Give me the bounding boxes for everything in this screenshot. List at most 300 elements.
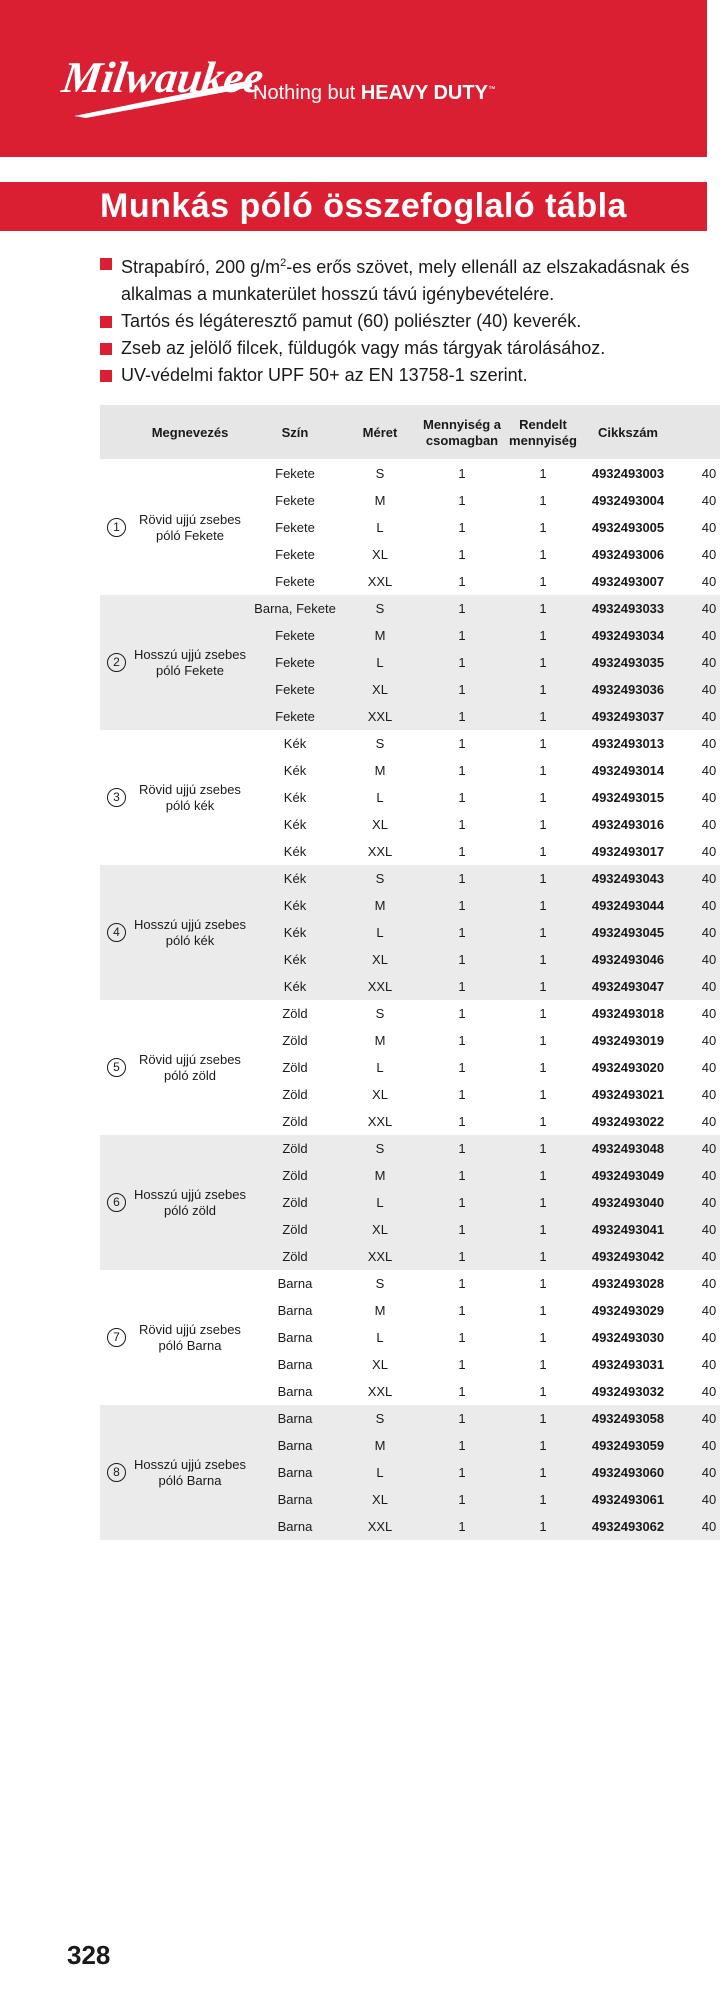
cell-size: M <box>374 628 386 643</box>
cell-code: 4932493046 <box>591 952 665 967</box>
cell-order: 1 <box>539 1357 547 1372</box>
cell-code: 4932493029 <box>591 1303 665 1318</box>
cell-color: Barna <box>277 1276 313 1291</box>
cell-pack: 1 <box>458 682 466 697</box>
table-header <box>100 405 720 460</box>
cell-color: Zöld <box>282 1141 308 1156</box>
cell-pack: 1 <box>458 1411 466 1426</box>
cell-code: 4932493030 <box>591 1330 665 1345</box>
cell-extra: 40 <box>701 1222 717 1237</box>
table-row <box>100 1216 720 1243</box>
feature-item <box>100 308 720 335</box>
cell-code: 4932493021 <box>591 1087 665 1102</box>
cell-pack: 1 <box>458 1033 466 1048</box>
feature-text-continued: alkalmas a munkaterület hosszú távú igénybevételére. <box>121 284 555 304</box>
header-name: Megnevezés <box>151 424 229 440</box>
cell-size: S <box>375 736 385 751</box>
cell-extra: 40 <box>701 1141 717 1156</box>
cell-extra: 40 <box>701 466 717 481</box>
cell-size: M <box>374 1168 386 1183</box>
cell-pack: 1 <box>458 1330 466 1345</box>
cell-extra: 40 <box>701 1060 717 1075</box>
feature-item <box>100 250 720 308</box>
table-row <box>100 973 720 1000</box>
cell-extra: 40 <box>701 898 717 913</box>
product-name: Hosszú ujjú zsebes póló Fekete <box>134 647 246 678</box>
product-group <box>100 1000 720 1135</box>
cell-code: 4932493028 <box>591 1276 665 1291</box>
cell-order: 1 <box>539 844 547 859</box>
page-title: Munkás póló összefoglaló tábla <box>100 187 627 225</box>
cell-pack: 1 <box>458 844 466 859</box>
cell-size: M <box>374 1303 386 1318</box>
table-row <box>100 1243 720 1270</box>
cell-order: 1 <box>539 574 547 589</box>
cell-order: 1 <box>539 952 547 967</box>
cell-pack: 1 <box>458 1195 466 1210</box>
cell-code: 4932493045 <box>591 925 665 940</box>
cell-order: 1 <box>539 601 547 616</box>
cell-color: Fekete <box>275 655 315 670</box>
cell-code: 4932493043 <box>591 871 665 886</box>
cell-extra: 40 <box>701 493 717 508</box>
cell-pack: 1 <box>458 1303 466 1318</box>
cell-color: Barna, Fekete <box>254 601 336 616</box>
cell-code: 4932493044 <box>591 898 665 913</box>
table-row <box>100 865 720 892</box>
product-name: Rövid ujjú zsebes póló Fekete <box>139 512 241 543</box>
title-bar <box>0 182 707 231</box>
cell-pack: 1 <box>458 709 466 724</box>
cell-code: 4932493035 <box>591 655 665 670</box>
cell-extra: 40 <box>701 1087 717 1102</box>
cell-size: XL <box>372 1222 388 1237</box>
table-row <box>100 1324 720 1351</box>
cell-order: 1 <box>539 1303 547 1318</box>
header-pack-qty: Mennyiség a csomagban <box>422 416 502 448</box>
cell-color: Barna <box>277 1384 313 1399</box>
cell-order: 1 <box>539 709 547 724</box>
cell-code: 4932493049 <box>591 1168 665 1183</box>
product-group <box>100 460 720 595</box>
header-order-qty: Rendelt mennyiség <box>509 416 577 448</box>
cell-extra: 40 <box>701 1330 717 1345</box>
brand-header <box>0 0 707 157</box>
cell-pack: 1 <box>458 1249 466 1264</box>
cell-size: S <box>375 1006 385 1021</box>
cell-color: Kék <box>283 979 307 994</box>
group-number-badge: 4 <box>107 923 126 942</box>
product-group <box>100 1135 720 1270</box>
cell-extra: 40 <box>701 1303 717 1318</box>
cell-color: Zöld <box>282 1222 308 1237</box>
product-group <box>100 865 720 1000</box>
cell-color: Barna <box>277 1357 313 1372</box>
cell-extra: 40 <box>701 1114 717 1129</box>
cell-code: 4932493034 <box>591 628 665 643</box>
cell-order: 1 <box>539 655 547 670</box>
cell-size: S <box>375 871 385 886</box>
table-row <box>100 757 720 784</box>
cell-pack: 1 <box>458 817 466 832</box>
table-row <box>100 1513 720 1540</box>
page-number: 328 <box>67 1940 111 1970</box>
table-row <box>100 1297 720 1324</box>
cell-order: 1 <box>539 466 547 481</box>
table-row <box>100 703 720 730</box>
cell-pack: 1 <box>458 871 466 886</box>
cell-pack: 1 <box>458 1492 466 1507</box>
cell-color: Fekete <box>275 682 315 697</box>
cell-code: 4932493003 <box>591 466 665 481</box>
cell-extra: 40 <box>701 1195 717 1210</box>
cell-order: 1 <box>539 1222 547 1237</box>
cell-order: 1 <box>539 763 547 778</box>
cell-size: L <box>376 790 384 805</box>
cell-order: 1 <box>539 520 547 535</box>
cell-color: Kék <box>283 925 307 940</box>
table-row <box>100 1351 720 1378</box>
cell-pack: 1 <box>458 1465 466 1480</box>
cell-size: XXL <box>367 844 393 859</box>
cell-color: Zöld <box>282 1195 308 1210</box>
feature-item <box>100 362 720 389</box>
table-row <box>100 1486 720 1513</box>
cell-pack: 1 <box>458 1222 466 1237</box>
cell-code: 4932493019 <box>591 1033 665 1048</box>
cell-code: 4932493042 <box>591 1249 665 1264</box>
cell-color: Zöld <box>282 1087 308 1102</box>
cell-order: 1 <box>539 925 547 940</box>
cell-pack: 1 <box>458 979 466 994</box>
cell-order: 1 <box>539 790 547 805</box>
cell-code: 4932493018 <box>591 1006 665 1021</box>
table-row <box>100 649 720 676</box>
cell-color: Barna <box>277 1303 313 1318</box>
table-row <box>100 1027 720 1054</box>
cell-order: 1 <box>539 979 547 994</box>
cell-code: 4932493007 <box>591 574 665 589</box>
cell-color: Barna <box>277 1465 313 1480</box>
cell-size: S <box>375 601 385 616</box>
table-row <box>100 1405 720 1432</box>
cell-size: M <box>374 493 386 508</box>
cell-order: 1 <box>539 1141 547 1156</box>
product-group <box>100 595 720 730</box>
cell-color: Fekete <box>275 466 315 481</box>
cell-order: 1 <box>539 1330 547 1345</box>
cell-size: S <box>375 1411 385 1426</box>
cell-code: 4932493036 <box>591 682 665 697</box>
cell-size: XXL <box>367 574 393 589</box>
table-row <box>100 1459 720 1486</box>
cell-size: XXL <box>367 979 393 994</box>
cell-code: 4932493005 <box>591 520 665 535</box>
cell-size: S <box>375 1141 385 1156</box>
cell-pack: 1 <box>458 1087 466 1102</box>
cell-extra: 40 <box>701 1276 717 1291</box>
table-row <box>100 514 720 541</box>
table-row <box>100 1054 720 1081</box>
feature-text: -es erős szövet, mely ellenáll az elszakadásnak és <box>286 257 690 277</box>
cell-code: 4932493059 <box>591 1438 665 1453</box>
cell-code: 4932493022 <box>591 1114 665 1129</box>
cell-size: XL <box>372 547 388 562</box>
table-row <box>100 676 720 703</box>
cell-extra: 40 <box>701 1465 717 1480</box>
cell-color: Kék <box>283 844 307 859</box>
table-body <box>100 460 720 1540</box>
cell-code: 4932493061 <box>591 1492 665 1507</box>
cell-code: 4932493031 <box>591 1357 665 1372</box>
cell-pack: 1 <box>458 1438 466 1453</box>
cell-size: XXL <box>367 709 393 724</box>
feature-text: UV-védelmi faktor UPF 50+ az EN 13758-1 szerint. <box>121 365 528 385</box>
product-name: Rövid ujjú zsebes póló kék <box>139 782 241 813</box>
table-row <box>100 919 720 946</box>
cell-pack: 1 <box>458 655 466 670</box>
cell-extra: 40 <box>701 547 717 562</box>
cell-extra: 40 <box>701 601 717 616</box>
cell-pack: 1 <box>458 601 466 616</box>
cell-extra: 40 <box>701 1357 717 1372</box>
cell-pack: 1 <box>458 790 466 805</box>
cell-code: 4932493048 <box>591 1141 665 1156</box>
cell-size: L <box>376 925 384 940</box>
product-group <box>100 730 720 865</box>
cell-size: XL <box>372 1087 388 1102</box>
cell-order: 1 <box>539 1033 547 1048</box>
cell-color: Fekete <box>275 628 315 643</box>
cell-order: 1 <box>539 1249 547 1264</box>
table-row <box>100 1081 720 1108</box>
table-row <box>100 1135 720 1162</box>
feature-item <box>100 335 720 362</box>
cell-extra: 40 <box>701 709 717 724</box>
cell-extra: 40 <box>701 790 717 805</box>
cell-order: 1 <box>539 1519 547 1534</box>
cell-size: XL <box>372 682 388 697</box>
table-row <box>100 838 720 865</box>
cell-code: 4932493062 <box>591 1519 665 1534</box>
cell-order: 1 <box>539 1195 547 1210</box>
cell-order: 1 <box>539 628 547 643</box>
cell-code: 4932493060 <box>591 1465 665 1480</box>
cell-extra: 40 <box>701 1168 717 1183</box>
cell-color: Fekete <box>275 520 315 535</box>
cell-order: 1 <box>539 898 547 913</box>
cell-code: 4932493015 <box>591 790 665 805</box>
cell-extra: 40 <box>701 1519 717 1534</box>
cell-order: 1 <box>539 547 547 562</box>
cell-color: Zöld <box>282 1033 308 1048</box>
group-number-badge: 6 <box>107 1193 126 1212</box>
cell-extra: 40 <box>701 628 717 643</box>
cell-size: S <box>375 1276 385 1291</box>
cell-code: 4932493016 <box>591 817 665 832</box>
cell-order: 1 <box>539 1384 547 1399</box>
cell-extra: 40 <box>701 817 717 832</box>
cell-code: 4932493006 <box>591 547 665 562</box>
table-row <box>100 1432 720 1459</box>
cell-color: Zöld <box>282 1249 308 1264</box>
cell-order: 1 <box>539 1492 547 1507</box>
cell-extra: 40 <box>701 1438 717 1453</box>
table-row <box>100 541 720 568</box>
cell-order: 1 <box>539 493 547 508</box>
cell-code: 4932493047 <box>591 979 665 994</box>
cell-size: XL <box>372 1357 388 1372</box>
header-color: Szín <box>281 424 309 440</box>
cell-code: 4932493017 <box>591 844 665 859</box>
cell-size: S <box>375 466 385 481</box>
cell-extra: 40 <box>701 1249 717 1264</box>
cell-order: 1 <box>539 1465 547 1480</box>
cell-size: XXL <box>367 1519 393 1534</box>
group-number-badge: 1 <box>107 518 126 537</box>
cell-size: L <box>376 655 384 670</box>
cell-pack: 1 <box>458 952 466 967</box>
cell-order: 1 <box>539 1114 547 1129</box>
table-row <box>100 892 720 919</box>
cell-extra: 40 <box>701 1006 717 1021</box>
cell-pack: 1 <box>458 520 466 535</box>
cell-pack: 1 <box>458 1357 466 1372</box>
table-row <box>100 784 720 811</box>
product-name: Hosszú ujjú zsebes póló kék <box>134 917 246 948</box>
header-code: Cikkszám <box>598 424 658 440</box>
brand-wordmark: Milwaukee <box>59 53 267 102</box>
cell-size: L <box>376 1330 384 1345</box>
cell-code: 4932493014 <box>591 763 665 778</box>
cell-size: L <box>376 1060 384 1075</box>
cell-color: Kék <box>283 817 307 832</box>
product-group <box>100 1405 720 1540</box>
cell-extra: 40 <box>701 520 717 535</box>
cell-size: L <box>376 1195 384 1210</box>
cell-color: Barna <box>277 1492 313 1507</box>
cell-order: 1 <box>539 1087 547 1102</box>
cell-size: M <box>374 898 386 913</box>
product-name: Hosszú ujjú zsebes póló Barna <box>134 1457 246 1488</box>
cell-color: Zöld <box>282 1168 308 1183</box>
cell-size: L <box>376 520 384 535</box>
cell-code: 4932493041 <box>591 1222 665 1237</box>
cell-pack: 1 <box>458 1519 466 1534</box>
cell-size: M <box>374 1438 386 1453</box>
feature-text: Strapabíró, 200 g/m <box>121 257 281 277</box>
table-row <box>100 1000 720 1027</box>
bullet-square-icon <box>100 258 112 270</box>
cell-color: Zöld <box>282 1060 308 1075</box>
cell-pack: 1 <box>458 898 466 913</box>
cell-order: 1 <box>539 871 547 886</box>
cell-pack: 1 <box>458 1060 466 1075</box>
bullet-square-icon <box>100 370 112 382</box>
cell-code: 4932493033 <box>591 601 665 616</box>
bullet-square-icon <box>100 316 112 328</box>
cell-color: Kék <box>283 871 307 886</box>
cell-color: Kék <box>283 952 307 967</box>
cell-order: 1 <box>539 682 547 697</box>
cell-pack: 1 <box>458 628 466 643</box>
table-row <box>100 460 720 487</box>
product-name: Rövid ujjú zsebes póló zöld <box>139 1052 241 1083</box>
cell-code: 4932493013 <box>591 736 665 751</box>
cell-order: 1 <box>539 1060 547 1075</box>
cell-color: Kék <box>283 790 307 805</box>
group-number-badge: 2 <box>107 653 126 672</box>
cell-code: 4932493037 <box>591 709 665 724</box>
cell-color: Barna <box>277 1411 313 1426</box>
table-row <box>100 946 720 973</box>
cell-code: 4932493020 <box>591 1060 665 1075</box>
group-number-badge: 3 <box>107 788 126 807</box>
cell-code: 4932493032 <box>591 1384 665 1399</box>
cell-extra: 40 <box>701 844 717 859</box>
cell-pack: 1 <box>458 763 466 778</box>
cell-code: 4932493040 <box>591 1195 665 1210</box>
cell-color: Zöld <box>282 1006 308 1021</box>
milwaukee-logo <box>59 40 267 122</box>
cell-pack: 1 <box>458 1141 466 1156</box>
cell-order: 1 <box>539 1276 547 1291</box>
table-row <box>100 1162 720 1189</box>
group-number-badge: 8 <box>107 1463 126 1482</box>
cell-pack: 1 <box>458 574 466 589</box>
table-row <box>100 487 720 514</box>
feature-list <box>100 250 720 389</box>
group-number-badge: 7 <box>107 1328 126 1347</box>
cell-order: 1 <box>539 736 547 751</box>
trademark-symbol: ™ <box>487 84 496 94</box>
cell-order: 1 <box>539 1006 547 1021</box>
table-row <box>100 622 720 649</box>
cell-code: 4932493004 <box>591 493 665 508</box>
table-row <box>100 730 720 757</box>
cell-color: Kék <box>283 898 307 913</box>
bullet-square-icon <box>100 343 112 355</box>
cell-order: 1 <box>539 817 547 832</box>
cell-size: M <box>374 763 386 778</box>
cell-size: XL <box>372 1492 388 1507</box>
cell-color: Kék <box>283 736 307 751</box>
cell-pack: 1 <box>458 1276 466 1291</box>
cell-pack: 1 <box>458 736 466 751</box>
cell-color: Barna <box>277 1438 313 1453</box>
feature-text: Tartós és légáteresztő pamut (60) poliészter (40) keverék. <box>121 311 582 331</box>
cell-extra: 40 <box>701 1411 717 1426</box>
group-number-badge: 5 <box>107 1058 126 1077</box>
cell-extra: 40 <box>701 763 717 778</box>
cell-size: XL <box>372 952 388 967</box>
cell-color: Fekete <box>275 574 315 589</box>
cell-extra: 40 <box>701 655 717 670</box>
cell-pack: 1 <box>458 493 466 508</box>
cell-pack: 1 <box>458 466 466 481</box>
header-size: Méret <box>362 424 398 440</box>
cell-size: XL <box>372 817 388 832</box>
cell-extra: 40 <box>701 871 717 886</box>
cell-extra: 40 <box>701 979 717 994</box>
cell-order: 1 <box>539 1438 547 1453</box>
cell-size: M <box>374 1033 386 1048</box>
cell-extra: 40 <box>701 1384 717 1399</box>
cell-color: Fekete <box>275 709 315 724</box>
cell-extra: 40 <box>701 925 717 940</box>
table-row <box>100 1108 720 1135</box>
cell-size: XXL <box>367 1384 393 1399</box>
